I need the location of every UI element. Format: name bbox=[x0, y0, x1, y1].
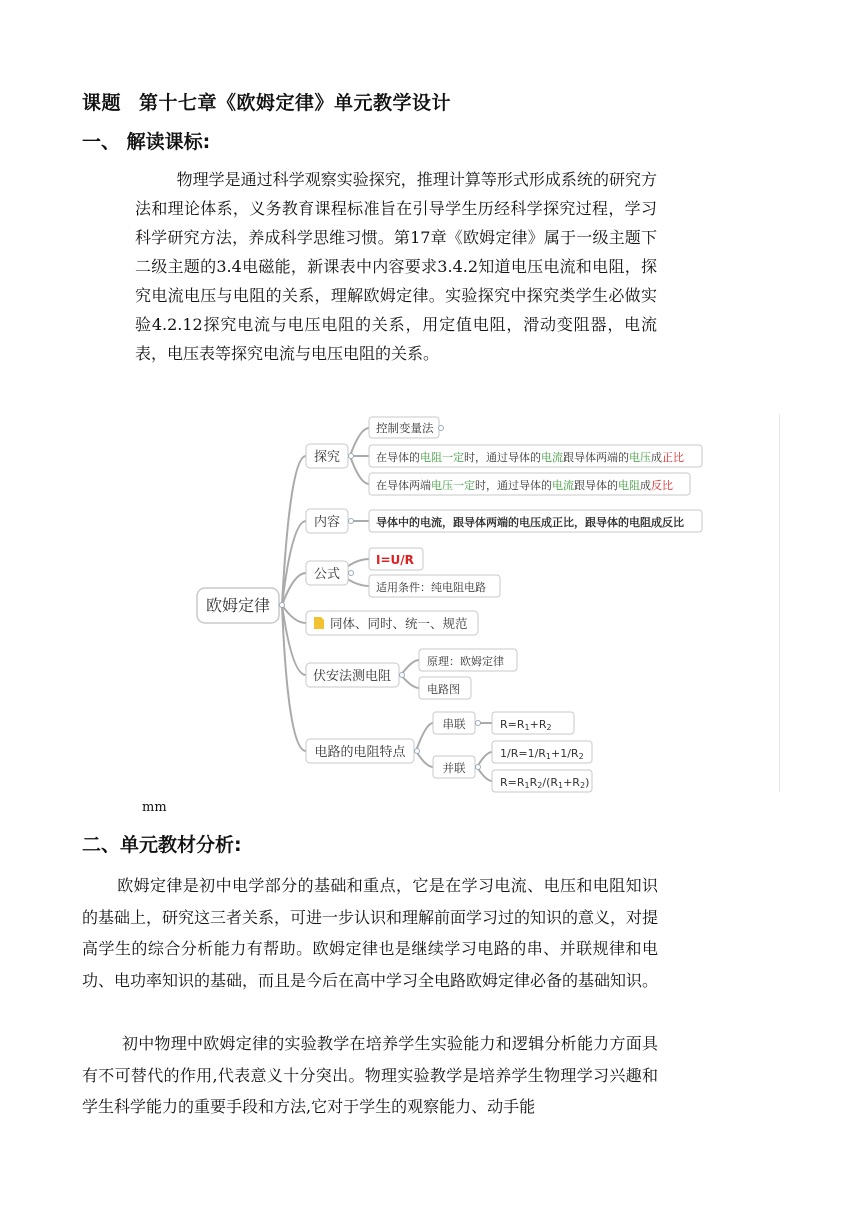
branch-gongshi-label: 公式 bbox=[313, 567, 341, 582]
rule1-p1: 在导体的 bbox=[376, 451, 420, 464]
series-label: 串联 bbox=[442, 717, 466, 731]
rule2-h4: 反比 bbox=[651, 479, 673, 492]
rule2-p1: 在导体两端 bbox=[376, 479, 431, 492]
note-text: 同体、同时、统一、规范 bbox=[330, 616, 468, 631]
section2-heading: 二、单元教材分析: bbox=[82, 834, 242, 856]
parallel-formula1-b: +1/R bbox=[551, 747, 579, 760]
rule1-h1: 电阻一定 bbox=[420, 451, 464, 464]
divider-line bbox=[779, 414, 780, 792]
rule2-h1: 电压一定 bbox=[431, 479, 475, 492]
mind-map bbox=[190, 408, 710, 798]
series-formula-s1: 1 bbox=[524, 723, 530, 732]
rule2-p3: 跟导体的 bbox=[574, 479, 618, 492]
branch-fuan bbox=[306, 649, 517, 699]
title-label: 课题 bbox=[82, 92, 122, 114]
branch-neirong-label: 内容 bbox=[313, 515, 341, 530]
branch-tanjiu-label: 探究 bbox=[313, 450, 341, 465]
branch-dianlu-label: 电路的电阻特点 bbox=[314, 745, 406, 760]
parallel-formula2-s3: 1 bbox=[558, 781, 564, 790]
section1-heading: 一、 解读课标: bbox=[82, 131, 211, 153]
parallel-formula1-a: 1/R=1/R bbox=[500, 747, 546, 760]
rule1-h4: 正比 bbox=[662, 451, 684, 464]
rule1-p2: 时，通过导体的 bbox=[464, 451, 541, 464]
parallel-formula2 bbox=[500, 776, 589, 790]
rule1-node bbox=[376, 450, 684, 464]
rule2-h2: 电流 bbox=[552, 479, 574, 492]
branch-note bbox=[306, 611, 478, 635]
parallel-label: 并联 bbox=[442, 761, 466, 775]
rule2-p2: 时，通过导体的 bbox=[475, 479, 552, 492]
parallel-formula2-e: ) bbox=[585, 776, 590, 789]
stray-text: mm bbox=[142, 800, 167, 815]
note-icon bbox=[314, 617, 324, 629]
parallel-formula2-s1: 1 bbox=[524, 781, 530, 790]
series-formula-s2: 2 bbox=[546, 723, 552, 732]
branch-dianlu bbox=[306, 712, 592, 792]
rule1-p4: 成 bbox=[651, 451, 662, 464]
parallel-formula2-s2: 2 bbox=[537, 781, 543, 790]
branch-gongshi bbox=[306, 548, 500, 597]
series-formula-a: R=R bbox=[500, 718, 525, 731]
formula-node: I=U/R bbox=[376, 553, 414, 567]
parallel-formula1-s2: 2 bbox=[578, 752, 584, 761]
rule2-node bbox=[376, 478, 673, 492]
parallel-formula2-b: R bbox=[529, 776, 538, 789]
section2-paragraph2: 初中物理中欧姆定律的实验教学在培养学生实验能力和逻辑分析能力方面具有不可替代的作用,代表意义十分突出。物理实验教学是培养学生物理学习兴趣和学生科学能力的重要手段和方法,它对于学生的观察能力、动手能 bbox=[82, 1034, 658, 1116]
rule1-p3: 跟导体两端的 bbox=[563, 451, 629, 464]
rule1-h2: 电流 bbox=[541, 451, 563, 464]
mindmap-root bbox=[197, 588, 279, 623]
rule2-p4: 成 bbox=[640, 479, 651, 492]
condition-node: 适用条件：纯电阻电路 bbox=[376, 581, 486, 594]
parallel-formula2-c: /(R bbox=[542, 776, 558, 789]
parallel-formula2-d: +R bbox=[563, 776, 580, 789]
principle-node: 原理：欧姆定律 bbox=[427, 655, 504, 668]
root-label: 欧姆定律 bbox=[205, 596, 271, 615]
content-node: 导体中的电流，跟导体两端的电压成正比，跟导体的电阻成反比 bbox=[376, 516, 684, 529]
section1-paragraph: 物理学是通过科学观察实验探究，推理计算等形式形成系统的研究方法和理论体系，义务教育课程标准旨在引导学生历经科学探究过程，学习科学研究方法，养成科学思维习惯。第17章《欧姆定律》属于一级主题下二级主题的3.4电磁能，新课表中内容要求3.4.2知道电压电流和电阻，探究电流电压与电阻的关系，理解欧姆定律。实验探究中探究类学生必做实验4.2.12探究电流与电压电阻的关系，用定值电阻，滑动变阻器，电流表，电压表等探究电流与电压电阻的关系。 bbox=[135, 170, 657, 363]
rule1-h3: 电压 bbox=[629, 451, 651, 464]
series-formula-b: +R bbox=[529, 718, 547, 731]
rule2-h3: 电阻 bbox=[618, 479, 640, 492]
parallel-formula1-s1: 1 bbox=[545, 752, 552, 761]
parallel-formula2-s4: 2 bbox=[579, 781, 586, 790]
parallel-formula1 bbox=[500, 747, 584, 761]
method-node: 控制变量法 bbox=[376, 421, 434, 435]
circuit-diagram-node: 电路图 bbox=[427, 683, 460, 696]
branch-fuan-label: 伏安法测电阻 bbox=[312, 669, 392, 684]
page-title bbox=[82, 88, 451, 115]
title-text: 第十七章《欧姆定律》单元教学设计 bbox=[139, 92, 452, 114]
parallel-formula2-a: R=R bbox=[500, 776, 525, 789]
section2-paragraph1: 欧姆定律是初中电学部分的基础和重点，它是在学习电流、电压和电阻知识的基础上，研究这三者关系，可进一步认识和理解前面学习过的知识的意义，对提高学生的综合分析能力有帮助。欧姆定律也是继续学习电路的串、并联规律和电功、电功率知识的基础，而且是今后在高中学习全电路欧姆定律必备的基础知识。 bbox=[82, 876, 659, 990]
